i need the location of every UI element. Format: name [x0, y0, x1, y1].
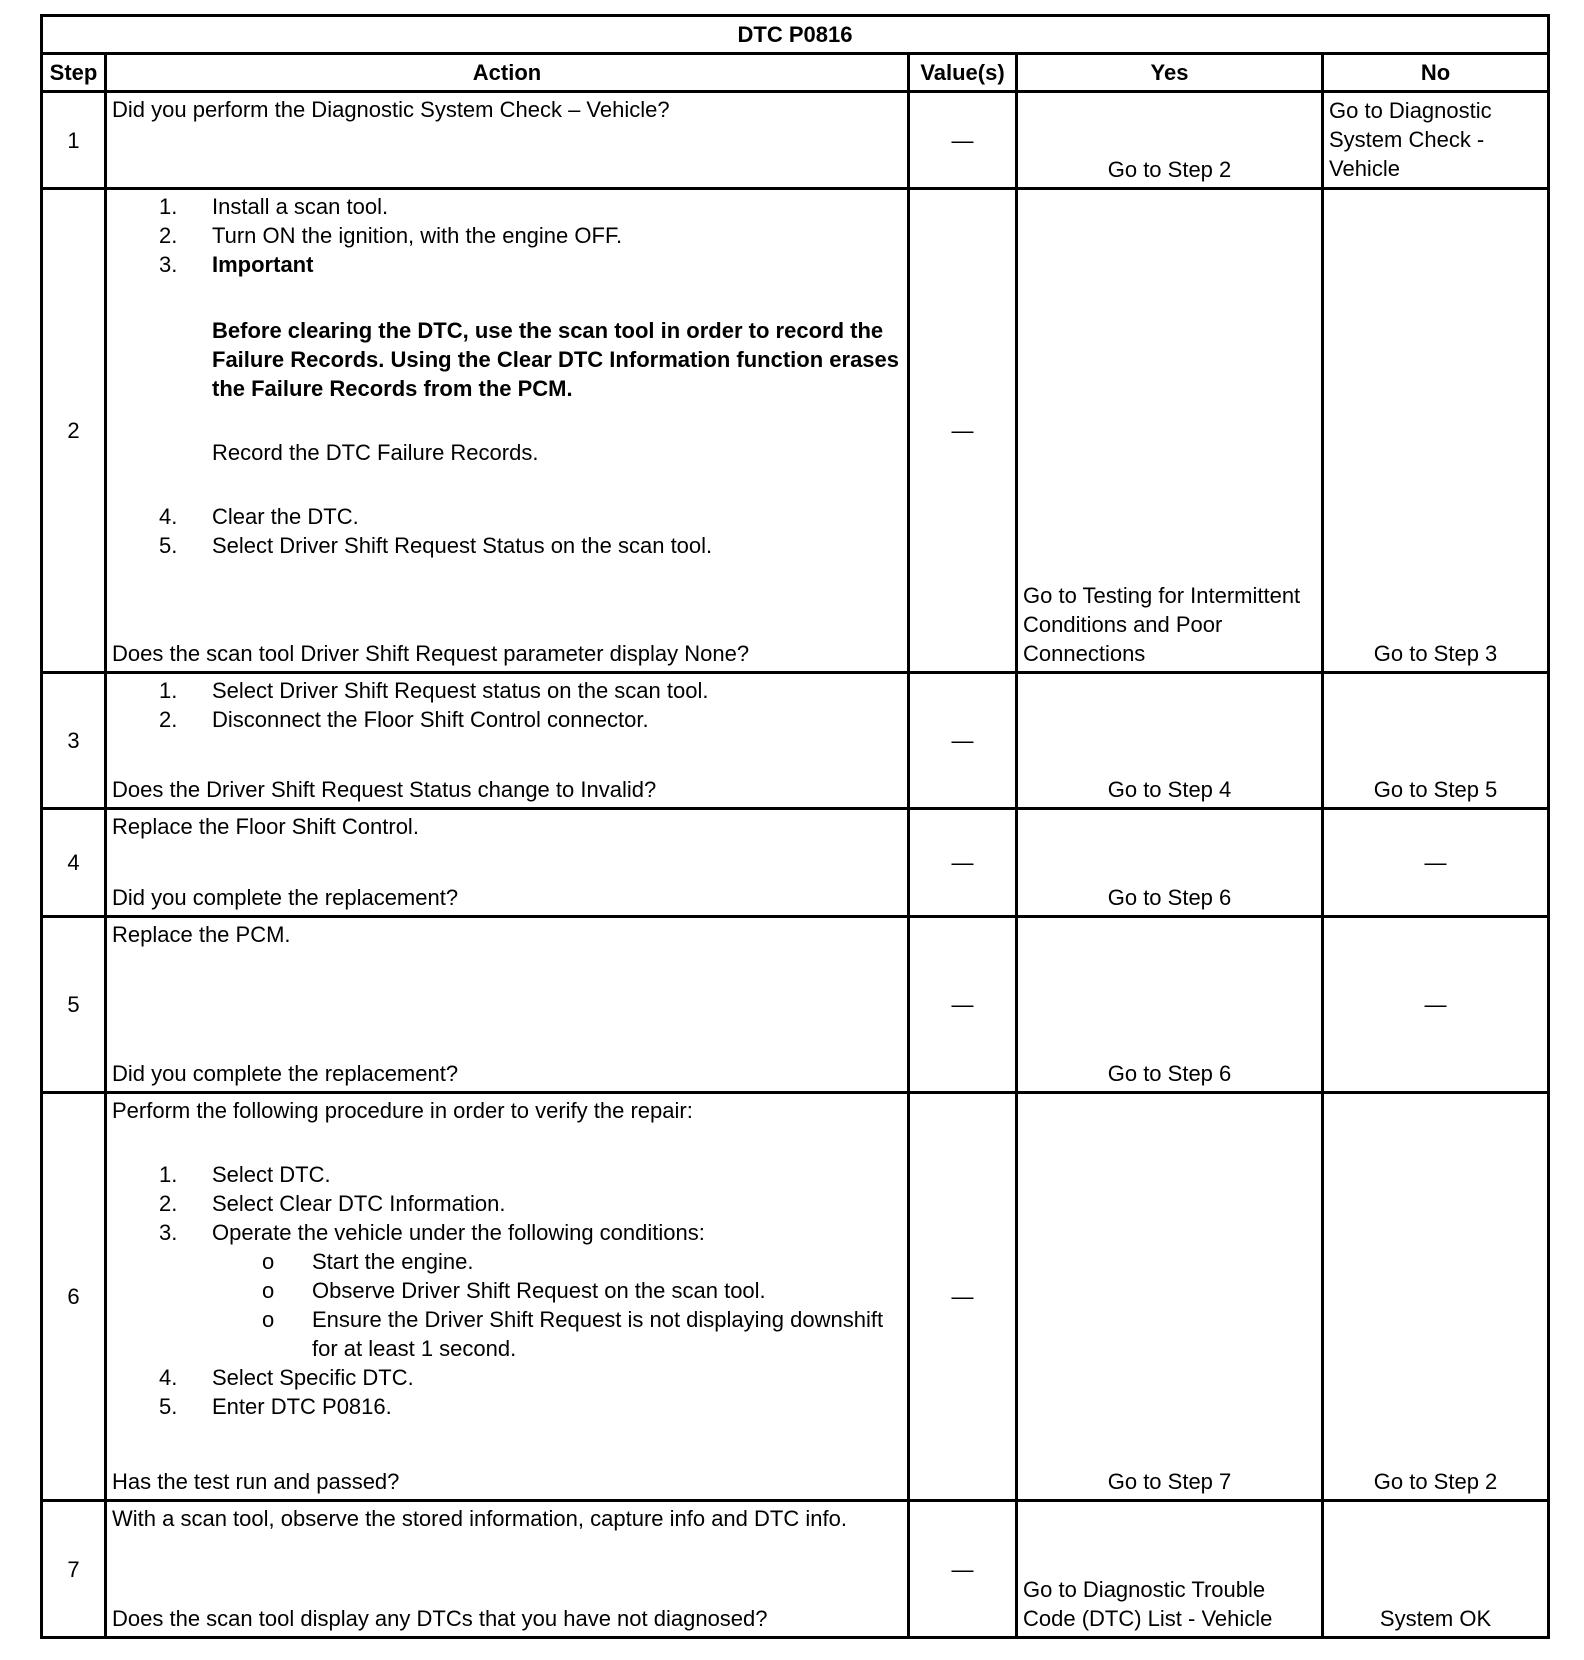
dtc-table	[40, 14, 1550, 1639]
no-link[interactable]: Go to Step 3	[1373, 640, 1498, 666]
table-row	[42, 188, 1549, 672]
action-cell	[106, 1501, 909, 1638]
list-item: 2. Select Clear DTC Information.	[159, 1190, 506, 1216]
action-cell	[106, 672, 909, 809]
action-cell	[106, 809, 909, 917]
step-number: 2	[42, 188, 106, 672]
step-number: 4	[42, 809, 106, 917]
question-text: Has the test run and passed?	[112, 1469, 400, 1495]
question-text: Does the scan tool Driver Shift Request parameter display None?	[112, 640, 750, 666]
intro-text: Perform the following procedure in order to verify the repair:	[112, 1097, 693, 1123]
step-number: 5	[42, 916, 106, 1092]
header-yes: Yes	[1017, 54, 1323, 92]
table-row	[42, 809, 1549, 917]
step-number: 7	[42, 1501, 106, 1638]
table-row	[42, 1501, 1549, 1638]
yes-cell	[1017, 92, 1323, 189]
list-item: 3. Important	[159, 251, 314, 277]
sub-list-item: o Observe Driver Shift Request on the scan tool.	[262, 1277, 766, 1303]
question-text: Does the scan tool display any DTCs that you have not diagnosed?	[112, 1606, 768, 1631]
yes-link[interactable]: Go to Step 2	[1107, 156, 1232, 182]
important-note: Before clearing the DTC, use the scan tool in order to record the Failure Records. Using the Clear DTC Information function erases the Failure Records from the PCM.	[212, 317, 900, 401]
list-item: 5. Select Driver Shift Request Status on the scan tool.	[159, 532, 713, 558]
no-link[interactable]: Go to Step 2	[1373, 1469, 1498, 1495]
yes-link[interactable]: Go to Step 6	[1107, 884, 1232, 910]
no-link[interactable]: Go to Step 5	[1373, 777, 1498, 803]
sub-list-item: o Start the engine.	[262, 1248, 474, 1274]
value-cell: —	[909, 1501, 1017, 1638]
value-cell: —	[909, 809, 1017, 917]
yes-link[interactable]: Go to Step 7	[1107, 1469, 1232, 1495]
yes-cell	[1017, 188, 1323, 672]
action-cell	[106, 916, 909, 1092]
action-cell	[106, 92, 909, 189]
no-link[interactable]: Go to Diagnostic System Check - Vehicle	[1329, 98, 1492, 182]
question-text: Did you complete the replacement?	[112, 884, 459, 910]
action-cell	[106, 188, 909, 672]
table-title: DTC P0816	[42, 16, 1549, 54]
table-row	[42, 1092, 1549, 1500]
yes-cell	[1017, 1501, 1323, 1638]
list-item: 4. Clear the DTC.	[159, 503, 359, 529]
step-number: 3	[42, 672, 106, 809]
action-text: With a scan tool, observe the stored information, capture info and DTC info.	[112, 1506, 847, 1532]
yes-cell	[1017, 672, 1323, 809]
action-text: Did you perform the Diagnostic System Check – Vehicle?	[112, 97, 670, 123]
value-cell: —	[909, 916, 1017, 1092]
yes-link[interactable]: Go to Diagnostic Trouble Code (DTC) List - Vehicle	[1023, 1577, 1273, 1631]
action-cell	[106, 1092, 909, 1500]
table-row	[42, 672, 1549, 809]
yes-cell	[1017, 1092, 1323, 1500]
record-text: Record the DTC Failure Records.	[212, 439, 539, 465]
no-cell	[1323, 672, 1549, 809]
no-cell	[1323, 92, 1549, 189]
question-text: Does the Driver Shift Request Status change to Invalid?	[112, 777, 657, 803]
action-text: Replace the Floor Shift Control.	[112, 814, 419, 840]
list-item: 2. Turn ON the ignition, with the engine OFF.	[159, 222, 623, 248]
value-cell: —	[909, 672, 1017, 809]
no-cell	[1323, 188, 1549, 672]
header-no: No	[1323, 54, 1549, 92]
question-text: Did you complete the replacement?	[112, 1060, 459, 1086]
list-item: 3. Operate the vehicle under the following conditions:	[159, 1219, 705, 1245]
header-action: Action	[106, 54, 909, 92]
list-item: 4. Select Specific DTC.	[159, 1364, 414, 1390]
step-number: 6	[42, 1092, 106, 1500]
value-cell: —	[909, 92, 1017, 189]
header-step: Step	[42, 54, 106, 92]
yes-link[interactable]: Go to Step 6	[1107, 1060, 1232, 1086]
table-row	[42, 92, 1549, 189]
no-cell	[1323, 1501, 1549, 1638]
header-values: Value(s)	[909, 54, 1017, 92]
no-link[interactable]: System OK	[1379, 1606, 1492, 1631]
no-cell: —	[1323, 809, 1549, 917]
value-cell: —	[909, 188, 1017, 672]
list-item: 5. Enter DTC P0816.	[159, 1393, 392, 1419]
table-row	[42, 916, 1549, 1092]
list-item: 2. Disconnect the Floor Shift Control connector.	[159, 706, 649, 732]
yes-cell	[1017, 809, 1323, 917]
no-cell: —	[1323, 916, 1549, 1092]
list-item: 1. Select Driver Shift Request status on the scan tool.	[159, 677, 709, 703]
value-cell: —	[909, 1092, 1017, 1500]
step-number: 1	[42, 92, 106, 189]
no-cell	[1323, 1092, 1549, 1500]
yes-link[interactable]: Go to Testing for Intermittent Conditions and Poor Connections	[1023, 582, 1301, 666]
action-text: Replace the PCM.	[112, 921, 291, 947]
list-item: 1. Select DTC.	[159, 1161, 331, 1187]
list-item: 1. Install a scan tool.	[159, 193, 389, 219]
yes-link[interactable]: Go to Step 4	[1107, 777, 1232, 803]
yes-cell	[1017, 916, 1323, 1092]
sub-list-item: o Ensure the Driver Shift Request is not displaying downshift for at least 1 second.	[262, 1306, 884, 1361]
